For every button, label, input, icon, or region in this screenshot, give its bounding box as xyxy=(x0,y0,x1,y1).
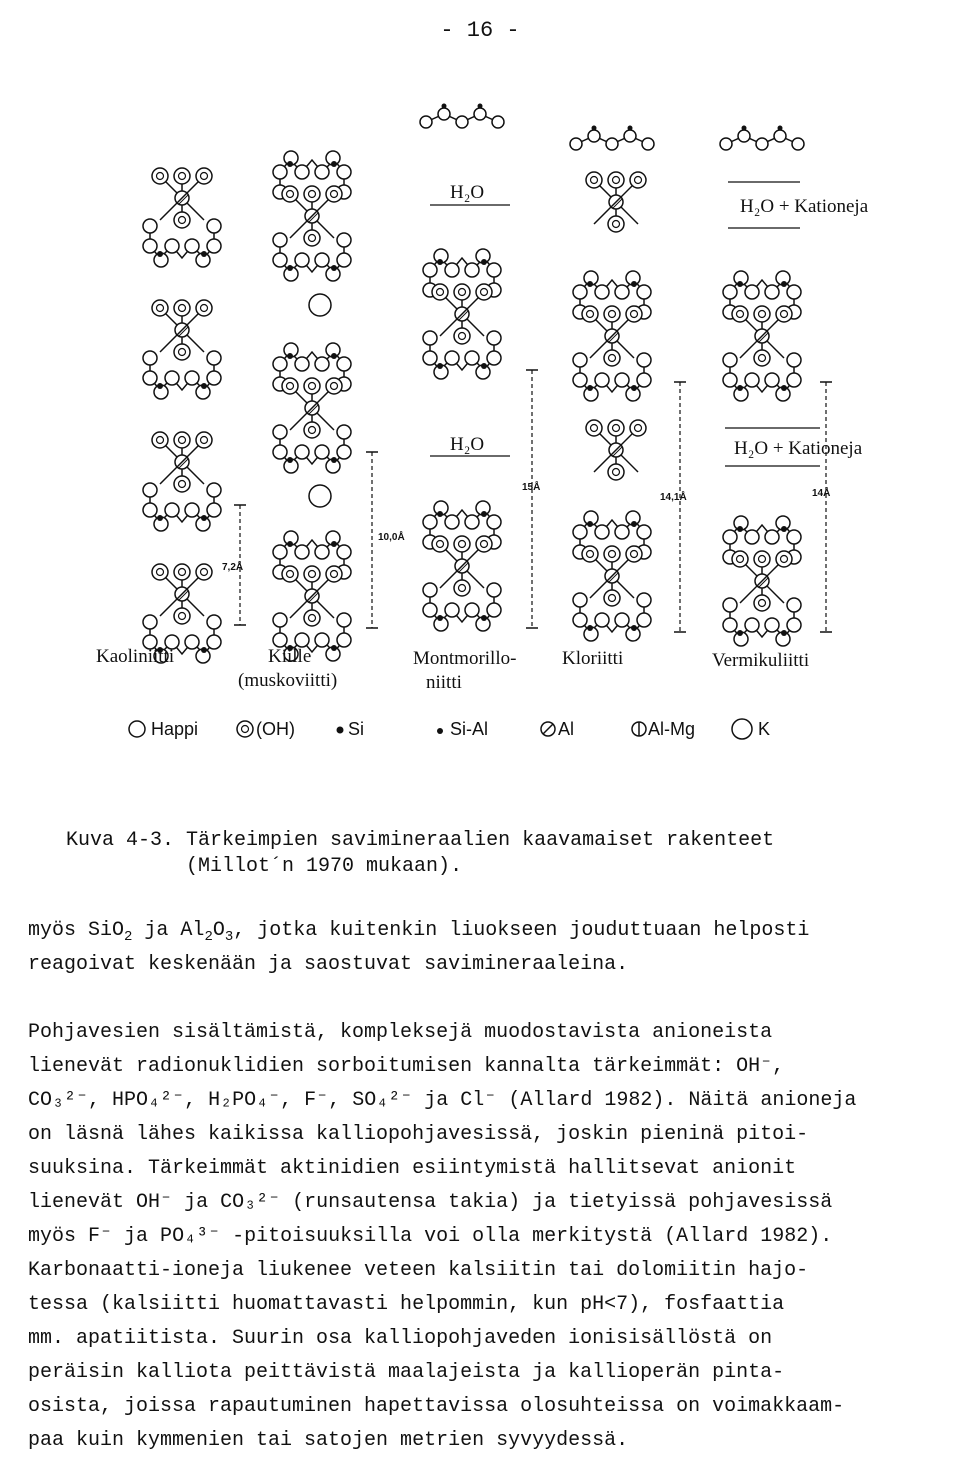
paragraph-2-line-11: peräisin kalliota peittävistä maalajeista ja kallioperän pinta- xyxy=(28,1361,785,1384)
chlorite-spacing: 14,1Å xyxy=(660,492,687,503)
paragraph-2-line-6: lienevät OH⁻ ja CO₃²⁻ (runsautensa takia) ja tietyissä pohjavesissä xyxy=(28,1191,833,1214)
paragraph-2-line-10: mm. apatiitista. Suurin osa kalliopohjaveden ionisisällöstä on xyxy=(28,1327,773,1350)
label-kloriitti: Kloriitti xyxy=(562,648,624,669)
chlorite-column xyxy=(570,126,687,642)
legend-si: Si xyxy=(348,719,365,739)
legend-oh: (OH) xyxy=(256,719,295,739)
label-vermikuliitti: Vermikuliitti xyxy=(712,650,810,671)
hydroxyl-icon xyxy=(237,721,253,737)
caption-line-2: (Millot´n 1970 mukaan). xyxy=(66,855,463,878)
vermiculite-column xyxy=(720,126,869,647)
silicon-icon xyxy=(337,727,344,734)
potassium-ion-icon xyxy=(309,485,331,507)
montmorillonite-column xyxy=(420,104,540,632)
kaolinite-spacing: 7,2Å xyxy=(222,562,244,573)
paragraph-2-line-2: lienevät radionuklidien sorboitumisen kannalta tärkeimmät: OH⁻, xyxy=(28,1055,785,1078)
potassium-icon xyxy=(732,719,752,739)
label-montmorillo: Montmorillo- xyxy=(413,648,517,669)
paragraph-2-line-4: on läsnä lähes kaikissa kalliopohjavesissä, joskin pieninä pitoi- xyxy=(28,1123,809,1146)
paragraph-2-line-13: paa kuin kymmenien tai satojen metrien syvyydessä. xyxy=(28,1429,629,1452)
h2o-cations-label-top: H₂O + Kationeja xyxy=(740,196,869,217)
paragraph-1-line-1: myös SiO$_2$ ja $Al_2O_3$, jotka kuitenkin liuokseen jouduttuaan helposti xyxy=(28,919,810,945)
paragraph-1 xyxy=(28,914,948,982)
paragraph-2-line-8: Karbonaatti-ioneja liukenee veteen kalsiitin tai dolomiitin hajo- xyxy=(28,1259,809,1282)
label-kiille: Kiille xyxy=(268,646,312,667)
label-muskoviitti: (muskoviitti) xyxy=(238,670,338,691)
h2o-cations-label-mid: H₂O + Kationeja xyxy=(734,438,863,459)
silicon-aluminium-icon xyxy=(437,728,443,734)
legend-al-mg: Al-Mg xyxy=(648,719,696,739)
legend-happi: Happi xyxy=(151,719,199,739)
paragraph-2-line-7: myös F⁻ ja PO₄³⁻ -pitoisuuksilla voi olla merkitystä (Allard 1982). xyxy=(28,1225,833,1248)
kaolinite-column xyxy=(143,168,246,663)
paragraph-2-line-9: tessa (kalsiitti huomattavasti helpommin, kun pH<7), fosfaattia xyxy=(28,1293,785,1316)
paragraph-2-line-12: osista, joissa rapautuminen hapettavissa olosuhteissa on voimakkaam- xyxy=(28,1395,845,1418)
paragraph-2-line-3: CO₃²⁻, HPO₄²⁻, H₂PO₄⁻, F⁻, SO₄²⁻ ja Cl⁻ (Allard 1982). Näitä anioneja xyxy=(28,1089,857,1112)
legend-al: Al xyxy=(558,719,575,739)
montmorillonite-spacing: 15Å xyxy=(522,482,541,493)
paragraph-1-line-2: reagoivat keskenään ja saostuvat savimineraaleina. xyxy=(28,953,629,976)
mica-spacing: 10,0Å xyxy=(378,532,405,543)
potassium-ion-icon xyxy=(309,294,331,316)
legend-si-al: Si-Al xyxy=(450,719,489,739)
h2o-label-mid: H₂O xyxy=(450,434,485,455)
h2o-label-top: H₂O xyxy=(450,182,485,203)
label-niitti: niitti xyxy=(426,672,462,693)
mica-column xyxy=(273,151,405,661)
legend-k: K xyxy=(758,719,771,739)
figure-caption xyxy=(66,828,774,880)
label-kaoliniitti: Kaoliniitti xyxy=(96,646,175,667)
page-number: - 16 - xyxy=(440,18,520,43)
paragraph-2-line-5: suuksina. Tärkeimmät aktinidien esiintymistä hallitsevat anionit xyxy=(28,1157,797,1180)
oxygen-icon xyxy=(129,721,145,737)
paragraph-2 xyxy=(28,1016,948,1458)
paragraph-2-line-1: Pohjavesien sisältämistä, kompleksejä muodostavista anioneista xyxy=(28,1021,773,1044)
legend xyxy=(129,719,770,739)
caption-line-1: Kuva 4-3. Tärkeimpien savimineraalien kaavamaiset rakenteet xyxy=(66,829,775,852)
vermiculite-spacing: 14Å xyxy=(812,488,831,499)
